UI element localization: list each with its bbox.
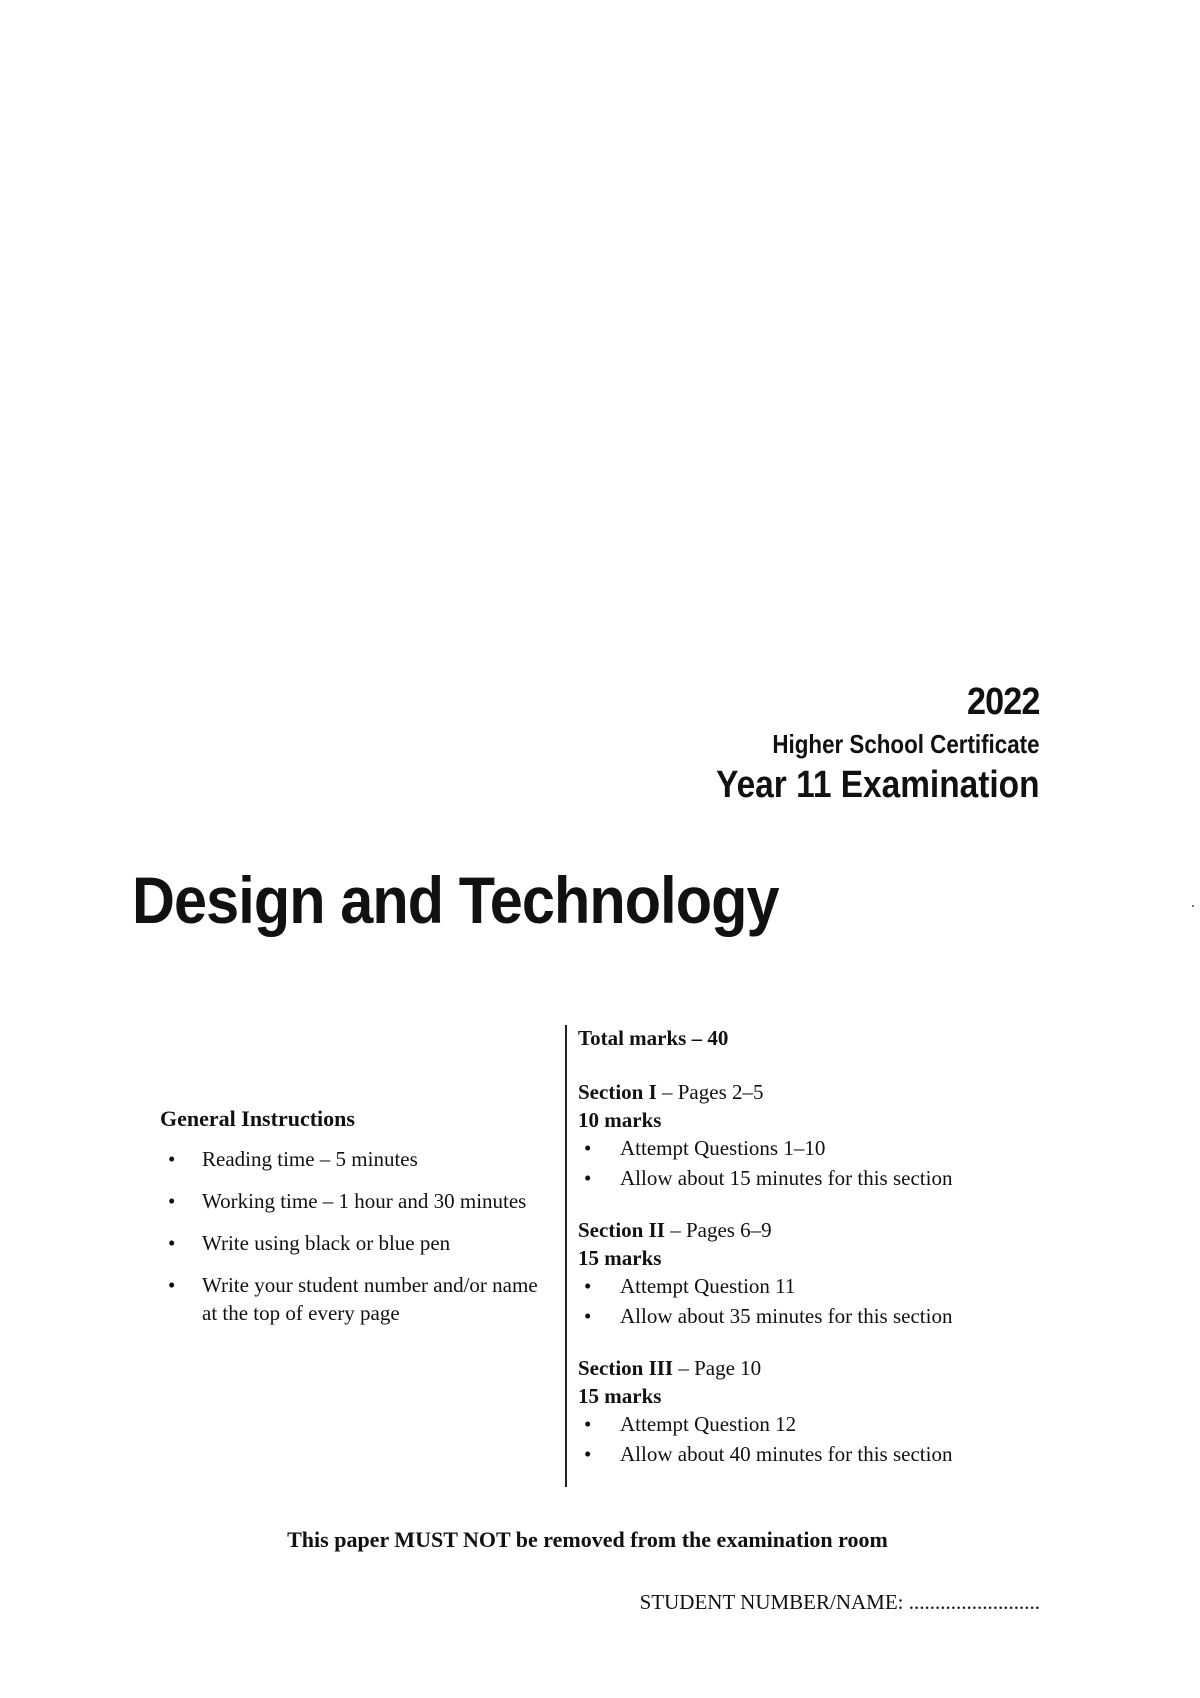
bullet-icon: • bbox=[584, 1166, 592, 1190]
certificate-name: Higher School Certificate bbox=[772, 729, 1040, 759]
subject-title: Design and Technology bbox=[132, 863, 779, 937]
bullet-icon: • bbox=[168, 1273, 176, 1297]
bullet-icon: • bbox=[168, 1189, 176, 1213]
bullet-icon: • bbox=[584, 1412, 592, 1436]
section-3 bbox=[578, 1354, 1038, 1468]
scan-artifact bbox=[1192, 905, 1194, 907]
section-heading bbox=[578, 1354, 1038, 1382]
instruction-text: Write your student number and/or name at the top of every page bbox=[202, 1273, 538, 1325]
section-name: Section II bbox=[578, 1218, 665, 1242]
list-item bbox=[578, 1440, 1038, 1468]
instruction-text: Write using black or blue pen bbox=[202, 1231, 451, 1255]
section-marks: 15 marks bbox=[578, 1246, 662, 1270]
exam-header bbox=[672, 680, 1040, 808]
section-bullet-text: Allow about 35 minutes for this section bbox=[620, 1304, 953, 1328]
section-name: Section I bbox=[578, 1080, 657, 1104]
sections-summary bbox=[578, 1024, 1038, 1492]
bullet-icon: • bbox=[584, 1304, 592, 1328]
list-item bbox=[578, 1272, 1038, 1300]
section-bullets bbox=[578, 1272, 1038, 1330]
list-item bbox=[160, 1271, 550, 1327]
section-bullet-text: Allow about 15 minutes for this section bbox=[620, 1166, 953, 1190]
bullet-icon: • bbox=[584, 1274, 592, 1298]
section-1 bbox=[578, 1078, 1038, 1192]
bullet-icon: • bbox=[168, 1147, 176, 1171]
bullet-icon: • bbox=[584, 1136, 592, 1160]
section-marks: 10 marks bbox=[578, 1108, 662, 1132]
section-name: Section III bbox=[578, 1356, 674, 1380]
list-item bbox=[578, 1410, 1038, 1438]
section-marks: 15 marks bbox=[578, 1384, 662, 1408]
section-pages: – Page 10 bbox=[673, 1356, 762, 1380]
section-2 bbox=[578, 1216, 1038, 1330]
section-pages: – Pages 2–5 bbox=[656, 1080, 764, 1104]
bullet-icon: • bbox=[584, 1442, 592, 1466]
section-bullet-text: Attempt Question 11 bbox=[620, 1274, 796, 1298]
total-marks: Total marks – 40 bbox=[578, 1026, 729, 1050]
bullet-icon: • bbox=[168, 1231, 176, 1255]
general-instructions-heading: General Instructions bbox=[160, 1106, 355, 1131]
list-item bbox=[160, 1145, 550, 1173]
instruction-text: Working time – 1 hour and 30 minutes bbox=[202, 1189, 527, 1213]
section-bullet-text: Attempt Question 12 bbox=[620, 1412, 797, 1436]
list-item bbox=[578, 1164, 1038, 1192]
general-instructions bbox=[160, 1105, 550, 1341]
instruction-text: Reading time – 5 minutes bbox=[202, 1147, 418, 1171]
list-item bbox=[578, 1302, 1038, 1330]
section-pages: – Pages 6–9 bbox=[664, 1218, 772, 1242]
section-bullet-text: Attempt Questions 1–10 bbox=[620, 1136, 826, 1160]
section-bullets bbox=[578, 1134, 1038, 1192]
section-heading bbox=[578, 1216, 1038, 1244]
examination-name: Year 11 Examination bbox=[716, 764, 1040, 806]
list-item bbox=[578, 1134, 1038, 1162]
exam-year: 2022 bbox=[967, 681, 1040, 723]
section-heading bbox=[578, 1078, 1038, 1106]
section-bullet-text: Allow about 40 minutes for this section bbox=[620, 1442, 953, 1466]
student-number-field[interactable]: STUDENT NUMBER/NAME: ......................... bbox=[639, 1590, 1040, 1614]
column-divider bbox=[565, 1025, 567, 1487]
general-instructions-list bbox=[160, 1145, 550, 1327]
list-item bbox=[160, 1229, 550, 1257]
removal-warning: This paper MUST NOT be removed from the examination room bbox=[287, 1527, 888, 1552]
list-item bbox=[160, 1187, 550, 1215]
section-bullets bbox=[578, 1410, 1038, 1468]
